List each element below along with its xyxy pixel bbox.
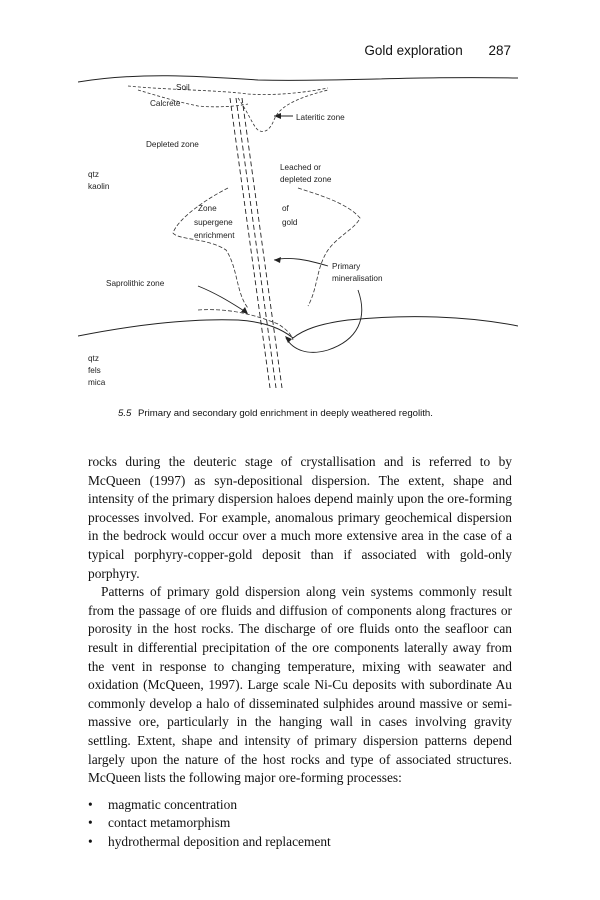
list-item-text: magmatic concentration — [108, 796, 238, 812]
label-enrichment: enrichment — [194, 231, 235, 240]
label-depleted-zone: Depleted zone — [146, 140, 199, 149]
label-of: of — [282, 204, 289, 213]
list-item — [88, 833, 512, 851]
process-list — [88, 796, 512, 851]
regolith-diagram-svg — [78, 68, 518, 408]
label-kaolin: kaolin — [88, 182, 110, 191]
ground-surface-line — [78, 76, 518, 82]
label-saprolithic-zone: Saprolithic zone — [106, 279, 165, 288]
label-zone: Zone — [198, 204, 217, 213]
running-title: Gold exploration — [364, 43, 463, 58]
caption-number: 5.5 — [118, 408, 132, 419]
list-item — [88, 814, 512, 832]
list-item-text: contact metamorphism — [108, 815, 231, 831]
list-item-text: hydrothermal deposition and replacement — [108, 833, 331, 849]
paragraph-1: rocks during the deuteric stage of crystallisation and is referred to by McQueen (1997) as syn-depositional dispersion. The extent, shape and intensity of the primary dispersion haloes depend mainly upon the ore-forming processes involved. For example, anomalous primary geochemical dispersion in the bedrock would occur over a much more extensive area in the case of a typical porphyry-copper-gold deposit than if associated with gold-only porphyry. — [88, 454, 512, 581]
page-number: 287 — [488, 43, 511, 58]
saprolith-boundary — [198, 310, 293, 340]
label-qtz-upper: qtz — [88, 170, 99, 179]
label-fels: fels — [88, 366, 101, 375]
label-qtz-lower: qtz — [88, 354, 99, 363]
bullet-mark: • — [88, 796, 93, 812]
label-primary: Primary — [332, 262, 361, 271]
figure-caption — [118, 408, 538, 419]
label-leached-1: Leached or — [280, 163, 321, 172]
label-gold: gold — [282, 218, 298, 227]
label-supergene: supergene — [194, 218, 233, 227]
list-item — [88, 796, 512, 814]
lateritic-zone-boundary — [238, 90, 328, 132]
bullet-mark: • — [88, 815, 93, 831]
bullet-mark: • — [88, 833, 93, 849]
soil-layer-boundary — [128, 86, 328, 95]
paragraph-2: Patterns of primary gold dispersion along vein systems commonly result from the passage of ore fluids and diffusion of components along fractures or porosity in the host rocks. The discharge of ore fluids onto the seafloor can result in differential precipitation of the ore components laterally away from the vent in response to changing temperature, mixing with seawater and oxidation (McQueen, 1997). Large scale Ni-Cu deposits with subordinate Au commonly develop a halo of disseminated sulphides around massive or semi-massive ore, particularly in the hanging wall in cases involving gravity settling. Extent, shape and intensity of primary dispersion patterns depend largely upon the nature of the host rocks and type of associated structures. McQueen lists the following major ore-forming processes: — [88, 584, 512, 786]
vein-lines — [230, 98, 282, 388]
label-mica: mica — [88, 378, 106, 387]
label-lateritic-zone: Lateritic zone — [296, 113, 345, 122]
body-text — [88, 453, 512, 851]
label-soil: Soil — [176, 83, 190, 92]
label-leached-2: depleted zone — [280, 175, 332, 184]
running-header — [0, 43, 511, 58]
caption-text: Primary and secondary gold enrichment in deeply weathered regolith. — [138, 408, 433, 419]
figure-regolith-diagram — [78, 68, 518, 408]
label-calcrete: Calcrete — [150, 99, 181, 108]
label-mineralisation: mineralisation — [332, 274, 383, 283]
weathering-front — [78, 317, 518, 338]
